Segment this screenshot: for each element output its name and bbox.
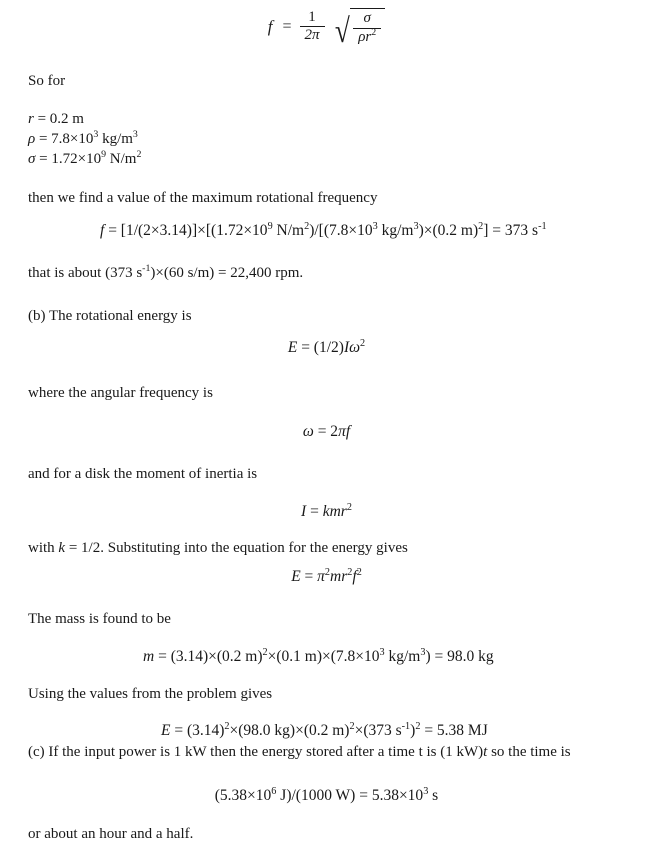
energy-result-variable: E <box>161 722 171 739</box>
inertia-eq-equals: = <box>306 503 323 520</box>
energy-sub-pi: π <box>317 568 325 585</box>
density-units-prefix: kg/m <box>98 131 133 147</box>
energy-sub-mr: mr <box>330 568 348 585</box>
formula-max-frequency <box>0 8 653 50</box>
stress-exponent: 9 <box>101 149 107 160</box>
fraction-one-over-two-pi <box>300 10 325 45</box>
energy-result-part3: ×(373 s <box>354 722 402 739</box>
radical-sign-icon: √ <box>334 12 350 50</box>
mass-eq-variable: m <box>143 648 155 665</box>
inertia-eq-rhs: kmr <box>322 503 347 520</box>
equation-energy-result <box>161 722 488 740</box>
energy-eq-inertia-omega: Iω <box>343 339 361 356</box>
freq-eq-part4: kg/m <box>377 222 414 239</box>
symbol-t: t <box>483 744 488 760</box>
text-rpm-conversion <box>28 265 303 282</box>
freq-eq-part3: )/[(7.8×10 <box>309 222 373 239</box>
energy-result-exp2: 2 <box>349 720 355 732</box>
text-so-for: So for <box>28 73 66 89</box>
rpm-part2: )×(60 s/m) = 22,400 rpm. <box>150 265 304 281</box>
text-part-b: (b) The rotational energy is <box>28 308 192 324</box>
stress-units-exponent: 2 <box>136 149 142 160</box>
inertia-eq-exponent: 2 <box>346 501 352 513</box>
symbol-sigma: σ <box>28 151 36 167</box>
freq-eq-part5: )×(0.2 m) <box>418 222 479 239</box>
given-value-radius <box>28 111 84 128</box>
text-and-for-disk: and for a disk the moment of inertia is <box>28 466 258 482</box>
freq-eq-part2: N/m <box>272 222 305 239</box>
with-k-part2: = 1/2. Substituting into the equation for the energy gives <box>65 540 408 556</box>
energy-result-part2: ×(98.0 kg)×(0.2 m) <box>229 722 350 739</box>
equation-moment-of-inertia <box>0 503 653 521</box>
rpm-exponent: -1 <box>142 263 151 274</box>
mass-eq-part4: ) = 98.0 kg <box>425 648 494 665</box>
mass-eq-part1: = (3.14)×(0.2 m) <box>154 648 263 665</box>
energy-sub-pi-exponent: 2 <box>324 566 331 578</box>
energy-sub-equals: = <box>300 568 318 585</box>
radical-content <box>350 8 385 46</box>
text-then-we-find: then we find a value of the maximum rotational frequency <box>28 190 378 206</box>
equation-mass <box>143 648 494 666</box>
freq-eq-exp2: 2 <box>304 220 310 232</box>
radical-denominator-base: ρr <box>358 28 372 45</box>
stress-units-prefix: N/m <box>106 151 137 167</box>
equation-frequency-numeric <box>100 222 547 240</box>
equation-angular-frequency <box>0 423 653 441</box>
energy-result-part4: ) <box>410 722 416 739</box>
energy-result-exp4: 2 <box>415 720 421 732</box>
fraction-denominator: 2π <box>300 26 325 44</box>
energy-eq-part1: = (1/2) <box>297 339 344 356</box>
energy-sub-f-exponent: 2 <box>356 566 362 578</box>
formula-variable-f: f <box>267 16 273 36</box>
given-value-density <box>28 131 138 148</box>
mass-eq-part3: kg/m <box>384 648 421 665</box>
square-root-group <box>333 8 386 50</box>
text-where-angular-frequency: where the angular frequency is <box>28 385 213 401</box>
text-with-k-substituting <box>28 540 408 557</box>
freq-eq-variable: f <box>100 222 105 239</box>
radical-denominator-exponent: 2 <box>371 26 377 38</box>
symbol-r: r <box>28 111 34 127</box>
equation-energy-substituted <box>0 568 653 586</box>
given-value-stress <box>28 151 141 168</box>
radius-value: = 0.2 m <box>33 111 84 127</box>
energy-result-exp1: 2 <box>224 720 230 732</box>
energy-result-part5: = 5.38 MJ <box>420 722 488 739</box>
mass-eq-exp2: 3 <box>379 646 385 658</box>
energy-sub-mr-exponent: 2 <box>347 566 353 578</box>
energy-sub-variable: E <box>291 568 301 585</box>
stress-value-prefix: = 1.72×10 <box>35 151 102 167</box>
freq-eq-part6: ] = 373 s <box>483 222 539 239</box>
inertia-eq-variable: I <box>301 503 307 520</box>
energy-sub-f: f <box>352 568 357 585</box>
mass-eq-exp3: 3 <box>420 646 426 658</box>
part-c-part1: (c) If the input power is 1 kW then the energy stored after a time t is (1 kW) <box>28 744 484 760</box>
omega-eq-equals: = 2 <box>313 423 339 440</box>
energy-eq-variable: E <box>287 339 298 356</box>
energy-result-exp3: -1 <box>401 720 411 732</box>
time-eq-exp1: 6 <box>271 785 277 797</box>
energy-eq-exponent: 2 <box>360 337 366 349</box>
equation-rotational-energy <box>0 339 653 357</box>
part-c-part2: so the time is <box>487 744 571 760</box>
density-value-prefix: = 7.8×10 <box>35 131 94 147</box>
omega-eq-pi-f: πf <box>338 423 351 440</box>
density-units-exponent: 3 <box>132 129 138 140</box>
energy-result-part1: = (3.14) <box>170 722 225 739</box>
mass-eq-exp1: 2 <box>262 646 268 658</box>
freq-eq-exp4: 3 <box>413 220 419 232</box>
text-part-c <box>28 744 571 761</box>
radical-fraction-denominator <box>353 28 381 46</box>
formula-equals-sign: = <box>282 17 292 35</box>
freq-eq-exp1: 9 <box>267 220 273 232</box>
rpm-part1: that is about (373 s <box>28 265 143 281</box>
density-exponent: 3 <box>93 129 99 140</box>
freq-eq-exp3: 3 <box>372 220 378 232</box>
fraction-sigma-over-rho-r-squared <box>353 11 381 46</box>
symbol-k: k <box>58 540 66 556</box>
freq-eq-exp6: -1 <box>538 220 547 232</box>
text-using-values: Using the values from the problem gives <box>28 686 273 702</box>
freq-eq-part1: = [1/(2×3.14)]×[(1.72×10 <box>104 222 268 239</box>
equation-time <box>0 787 653 805</box>
symbol-rho: ρ <box>28 131 36 147</box>
mass-eq-part2: ×(0.1 m)×(7.8×10 <box>267 648 380 665</box>
time-eq-part2: J)/(1000 W) = 5.38×10 <box>276 787 424 804</box>
time-eq-part3: s <box>428 787 439 804</box>
time-eq-part1: (5.38×10 <box>214 787 272 804</box>
time-eq-exp2: 3 <box>423 785 429 797</box>
omega-symbol: ω <box>302 423 314 440</box>
text-closing-statement: or about an hour and a half. <box>28 826 194 842</box>
fraction-numerator: 1 <box>308 8 316 25</box>
with-k-part1: with <box>28 540 59 556</box>
text-mass-found: The mass is found to be <box>28 611 171 627</box>
freq-eq-exp5: 2 <box>478 220 484 232</box>
radical-fraction-numerator: σ <box>363 10 371 26</box>
